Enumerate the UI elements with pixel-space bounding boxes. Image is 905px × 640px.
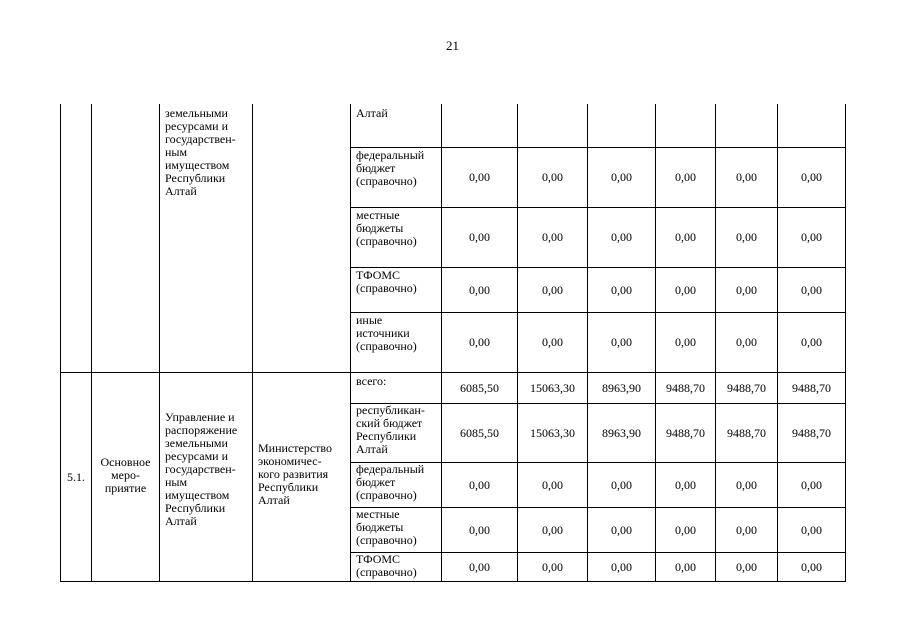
value-cell-text: 0,00: [736, 230, 757, 244]
value-cell: [518, 313, 587, 372]
funding-source-line: (справочно): [356, 339, 417, 353]
value-cell-text: 0,00: [611, 335, 632, 349]
measure-type-line: Основное: [100, 456, 151, 469]
executor-line: Министерство: [258, 442, 332, 455]
value-cell-text: 0,00: [801, 522, 822, 537]
funding-source: [352, 107, 439, 148]
value-cell: [518, 148, 587, 207]
value-cell-text: 0,00: [736, 477, 757, 492]
value-cell: [588, 553, 655, 581]
value-cell: [442, 508, 517, 552]
measure-name-line: Республики: [165, 501, 226, 515]
value-cell: [716, 313, 777, 372]
value-cell: [656, 463, 715, 507]
value-cell-text: 9488,70: [792, 425, 831, 440]
value-cell-text: 0,00: [675, 477, 696, 492]
value-cell-text: 0,00: [469, 230, 490, 244]
value-cell-text: 9488,70: [792, 380, 831, 395]
value-cell-text: 0,00: [801, 230, 822, 244]
value-cell: [518, 373, 587, 403]
value-cell: [656, 268, 715, 312]
measure-type-line: приятие: [104, 481, 147, 495]
value-cell: [588, 268, 655, 312]
funding-source-line: федеральный: [356, 463, 425, 476]
funding-source-line: местные: [356, 209, 400, 222]
funding-source-line: бюджет: [356, 161, 396, 175]
value-cell: [588, 508, 655, 552]
funding-source: [352, 149, 439, 207]
funding-source-line: Алтай: [356, 442, 388, 456]
value-cell: [442, 463, 517, 507]
funding-source-line: республикан-: [356, 404, 425, 417]
value-cell: [778, 148, 845, 207]
value-cell-text: 0,00: [611, 522, 632, 537]
row-number-text: 5.1.: [67, 469, 85, 484]
value-cell-text: 0,00: [469, 335, 490, 349]
value-cell: [442, 268, 517, 312]
value-cell-text: 0,00: [675, 335, 696, 349]
value-cell-text: 0,00: [675, 170, 696, 184]
measure-name-line: имуществом: [165, 488, 230, 502]
value-cell-text: 0,00: [542, 477, 563, 492]
value-cell: [518, 208, 587, 267]
value-cell: [442, 313, 517, 372]
funding-source: [352, 269, 439, 312]
value-cell: [588, 373, 655, 403]
value-cell-text: 9488,70: [666, 425, 705, 440]
value-cell: [442, 208, 517, 267]
value-cell-text: 0,00: [736, 559, 757, 574]
value-cell: [716, 148, 777, 207]
value-cell: [518, 404, 587, 462]
value-cell: [518, 553, 587, 581]
measure-name-line: ным: [165, 475, 188, 489]
executor-line: кого развития: [258, 467, 329, 481]
value-cell: [588, 313, 655, 372]
value-cell: [656, 508, 715, 552]
value-cell-text: 0,00: [542, 282, 563, 297]
table-border-vertical: [252, 104, 253, 582]
funding-source: [352, 463, 439, 508]
value-cell-text: 0,00: [675, 559, 696, 574]
measure-name: [165, 411, 250, 551]
value-cell-text: 6085,50: [460, 425, 499, 440]
measure-name-line: государствен-: [165, 462, 236, 476]
value-cell-text: 0,00: [801, 559, 822, 574]
value-cell: [716, 463, 777, 507]
value-cell-text: 0,00: [736, 335, 757, 349]
funding-source-line: Республики: [356, 429, 417, 443]
value-cell: [778, 313, 845, 372]
executor-line: Республики: [258, 480, 319, 494]
value-cell: [778, 463, 845, 507]
measure-text-cont-line: Республики: [165, 171, 226, 185]
row-number: [61, 373, 91, 581]
value-cell: [716, 553, 777, 581]
value-cell-text: 0,00: [469, 559, 490, 574]
funding-source-line: (справочно): [356, 234, 417, 248]
value-cell: [588, 404, 655, 462]
funding-source: [352, 314, 439, 372]
value-cell: [716, 373, 777, 403]
table-border-vertical: [350, 104, 351, 582]
value-cell: [656, 553, 715, 581]
value-cell: [518, 463, 587, 507]
funding-source: [352, 209, 439, 267]
measure-text-cont-line: имуществом: [165, 158, 230, 172]
value-cell-text: 0,00: [801, 335, 822, 349]
funding-source-line: бюджеты: [356, 221, 404, 235]
funding-source-line: (справочно): [356, 174, 417, 188]
value-cell: [716, 508, 777, 552]
value-cell-text: 0,00: [469, 477, 490, 492]
value-cell: [778, 208, 845, 267]
value-cell-text: 0,00: [675, 522, 696, 537]
funding-source: [352, 553, 439, 582]
value-cell-text: 0,00: [469, 282, 490, 297]
value-cell: [442, 553, 517, 581]
page-number: 21: [446, 38, 459, 53]
value-cell: [442, 148, 517, 207]
measure-name-line: земельными: [165, 436, 228, 450]
measure-text-cont-line: государствен-: [165, 132, 236, 146]
funding-source-line: ский бюджет: [356, 416, 423, 430]
funding-source-line: Алтай: [356, 107, 388, 120]
value-cell: [656, 208, 715, 267]
funding-source-line: (справочно): [356, 281, 417, 295]
value-cell: [716, 404, 777, 462]
value-cell-text: 0,00: [736, 170, 757, 184]
funding-source-line: бюджеты: [356, 520, 404, 534]
value-cell-text: 0,00: [736, 282, 757, 297]
value-cell: [716, 208, 777, 267]
value-cell-text: 0,00: [801, 282, 822, 297]
funding-source-line: ТФОМС: [356, 269, 401, 282]
measure-type: [92, 456, 159, 516]
value-cell-text: 0,00: [611, 230, 632, 244]
value-cell-text: 0,00: [542, 230, 563, 244]
value-cell: [778, 268, 845, 312]
funding-source: [352, 508, 439, 553]
value-cell: [656, 373, 715, 403]
value-cell-text: 8963,90: [602, 380, 641, 395]
funding-source-line: местные: [356, 508, 400, 521]
value-cell-text: 15063,30: [530, 380, 575, 395]
measure-text-cont-line: ным: [165, 145, 188, 159]
funding-source-line: (справочно): [356, 488, 417, 502]
value-cell-text: 15063,30: [530, 425, 575, 440]
measure-name-line: ресурсами и: [165, 449, 229, 463]
measure-name-line: распоряжение: [165, 423, 238, 437]
value-cell: [778, 373, 845, 403]
funding-source-line: бюджет: [356, 475, 396, 489]
value-cell-text: 9488,70: [727, 380, 766, 395]
value-cell-text: 0,00: [801, 170, 822, 184]
funding-source-line: (справочно): [356, 533, 417, 547]
value-cell: [442, 373, 517, 403]
value-cell-text: 0,00: [611, 170, 632, 184]
executor-line: Алтай: [258, 493, 290, 507]
measure-text-cont: [165, 107, 250, 227]
measure-name-line: Алтай: [165, 514, 197, 528]
funding-source-line: иные: [356, 314, 383, 327]
funding-source-line: источники: [356, 326, 410, 340]
value-cell-text: 0,00: [542, 335, 563, 349]
measure-type-line: меро-: [111, 468, 140, 482]
value-cell: [588, 208, 655, 267]
value-cell-text: 0,00: [469, 170, 490, 184]
measure-text-cont-line: Алтай: [165, 184, 197, 198]
value-cell: [656, 148, 715, 207]
value-cell-text: 0,00: [801, 477, 822, 492]
value-cell: [656, 404, 715, 462]
value-cell-text: 0,00: [542, 170, 563, 184]
value-cell: [588, 463, 655, 507]
measure-text-cont-line: ресурсами и: [165, 119, 229, 133]
value-cell-text: 0,00: [542, 559, 563, 574]
funding-source-line: федеральный: [356, 149, 425, 162]
value-cell: [518, 508, 587, 552]
measure-text-cont-line: земельными: [165, 107, 228, 120]
funding-source-line: всего:: [356, 375, 387, 388]
value-cell-text: 9488,70: [727, 425, 766, 440]
value-cell: [588, 148, 655, 207]
value-cell: [716, 268, 777, 312]
value-cell: [778, 404, 845, 462]
value-cell-text: 0,00: [611, 477, 632, 492]
value-cell: [778, 553, 845, 581]
value-cell: [442, 404, 517, 462]
value-cell-text: 0,00: [675, 230, 696, 244]
value-cell: [778, 508, 845, 552]
value-cell-text: 0,00: [469, 522, 490, 537]
funding-source: [352, 375, 439, 406]
value-cell-text: 0,00: [736, 522, 757, 537]
value-cell-text: 0,00: [542, 522, 563, 537]
value-cell-text: 8963,90: [602, 425, 641, 440]
value-cell: [518, 268, 587, 312]
executor: [258, 442, 346, 522]
table-border-vertical: [159, 104, 160, 582]
value-cell-text: 6085,50: [460, 380, 499, 395]
value-cell-text: 0,00: [611, 282, 632, 297]
value-cell-text: 9488,70: [666, 380, 705, 395]
value-cell-text: 0,00: [675, 282, 696, 297]
executor-line: экономичес-: [258, 454, 322, 468]
value-cell-text: 0,00: [611, 559, 632, 574]
funding-source-line: (справочно): [356, 565, 417, 579]
value-cell: [656, 313, 715, 372]
funding-source-line: ТФОМС: [356, 553, 401, 566]
table-border-vertical: [845, 104, 846, 582]
table-border-horizontal: [60, 581, 846, 582]
measure-name-line: Управление и: [165, 411, 235, 424]
funding-source: [352, 404, 439, 463]
